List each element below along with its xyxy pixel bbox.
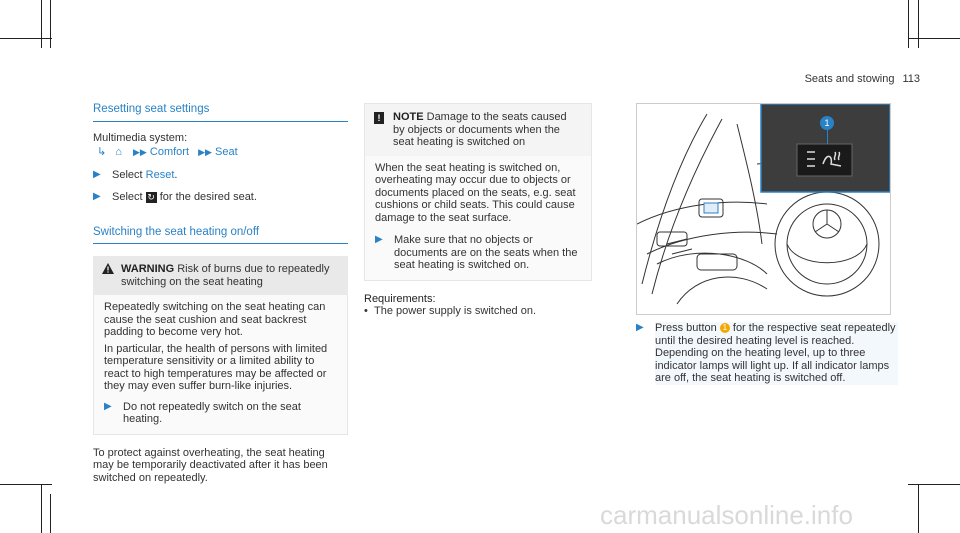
- step-text: Make sure that no objects or documents are on the seats when the seat heating is switched on.: [394, 234, 578, 271]
- crop-mark: [0, 484, 52, 485]
- column-1: [93, 103, 348, 484]
- warning-header: [93, 256, 348, 295]
- callout-number-1: 1: [820, 116, 834, 130]
- crop-mark: [908, 0, 909, 48]
- note-exclamation-icon: !: [374, 112, 384, 124]
- crop-mark: [918, 0, 919, 48]
- crop-mark: [50, 494, 51, 533]
- warning-paragraph: In particular, the health of persons with limited temperature sensitivity or a limited ability to react to high temperatures may be affected or they may even suffer burn-like injuries.: [104, 342, 328, 392]
- warning-body: [93, 295, 348, 435]
- note-head-text: Damage to the seats caused by objects or documents when the seat heating is switched on: [393, 111, 567, 148]
- watermark: carmanualsonline.info: [600, 500, 853, 530]
- crop-mark: [908, 484, 960, 485]
- multimedia-label: Multimedia system:: [93, 131, 188, 144]
- protect-paragraph: To protect against overheating, the seat heating may be temporarily deactivated after it has been switched on repeatedly.: [93, 446, 328, 484]
- step-text: Select: [112, 191, 146, 203]
- home-icon: ⌂: [115, 146, 122, 158]
- step-text: for the respective seat repeatedly until the desired heating level is reached.: [655, 322, 896, 347]
- crop-mark: [50, 0, 51, 48]
- step-text: .: [174, 168, 178, 181]
- warning-paragraph: Repeatedly switching on the seat heating can cause the seat cushion and seat backrest padding to become very hot.: [104, 301, 326, 338]
- nav-comfort[interactable]: Comfort: [149, 146, 190, 158]
- step-arrow-icon: ▶: [375, 234, 383, 245]
- step-text: Press button: [655, 322, 720, 334]
- note-header: [365, 104, 591, 156]
- note-box: [364, 103, 592, 281]
- note-body: [365, 156, 591, 280]
- reset-section-title: Resetting seat settings: [93, 103, 348, 122]
- warning-head-text: Risk of burns due to repeatedly switching on the seat heating: [121, 263, 330, 288]
- crop-mark: [41, 484, 42, 533]
- nav-return-icon: ↳: [97, 146, 107, 158]
- step-arrow-icon: ▶: [636, 322, 644, 333]
- note-paragraph: When the seat heating is switched on, overheating may occur due to objects or documents placed on the seats, e.g. seat cushions or child seats. This could cause damage to the seat surface.: [375, 161, 576, 224]
- nav-seat[interactable]: Seat: [215, 146, 238, 158]
- step-text: for the desired seat.: [156, 191, 257, 203]
- reset-link[interactable]: Reset: [145, 168, 175, 181]
- requirement-item: • The power supply is switched on.: [364, 305, 592, 318]
- switch-section-title: Switching the seat heating on/off: [93, 226, 348, 245]
- callout-number-1: 1: [720, 323, 730, 333]
- step-arrow-icon: ▶: [93, 191, 101, 202]
- callout-line: [827, 130, 828, 144]
- crop-mark: [0, 38, 52, 39]
- warning-label: WARNING: [121, 263, 175, 275]
- warning-step: [104, 401, 337, 426]
- chevron-icon: ▶▶: [133, 147, 147, 157]
- step-arrow-icon: ▶: [104, 400, 112, 412]
- step-press-button: [636, 322, 898, 385]
- press-detail: Depending on the heating level, up to three indicator lamps will light up. If all indicator lamps are off, the seat heating is switched off.: [655, 347, 890, 384]
- requirements-label: Requirements:: [364, 292, 436, 305]
- page-number: 113: [902, 73, 920, 85]
- column-2: [364, 103, 592, 318]
- warning-box: [93, 256, 348, 435]
- crop-mark: [918, 484, 919, 533]
- door-panel-drawing: [637, 104, 890, 314]
- step-text: Select: [112, 168, 146, 181]
- page-header: [805, 73, 920, 85]
- warning-triangle-icon: [102, 263, 114, 278]
- note-label: NOTE: [393, 111, 424, 123]
- reset-symbol-icon: ↻: [147, 191, 155, 202]
- step-arrow-icon: ▶: [93, 168, 101, 180]
- header-section: Seats and stowing: [804, 73, 895, 85]
- note-step: [375, 234, 581, 272]
- crop-mark: [41, 0, 42, 48]
- step-text: Do not repeatedly switch on the seat heating.: [123, 400, 301, 425]
- step-select-seat: [93, 191, 348, 204]
- nav-path: [93, 146, 348, 159]
- dashboard-illustration: [636, 103, 891, 315]
- chevron-icon: ▶▶: [198, 147, 212, 157]
- step-select-reset: [93, 169, 348, 182]
- crop-mark: [908, 38, 960, 39]
- column-3-text: [636, 322, 898, 385]
